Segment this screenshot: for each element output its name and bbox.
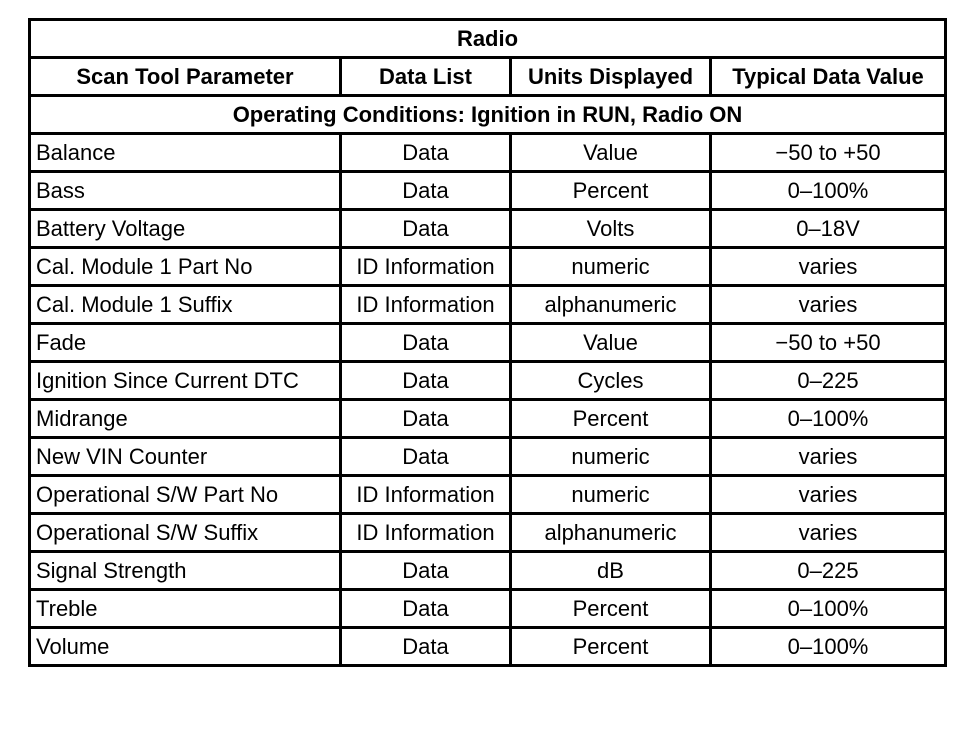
typical-value-cell: 0–100% [711, 628, 946, 666]
data-list-cell: Data [341, 210, 511, 248]
parameter-name-cell: Operational S/W Suffix [30, 514, 341, 552]
operating-conditions-row [30, 96, 946, 134]
units-cell: alphanumeric [511, 514, 711, 552]
parameter-name-cell: Operational S/W Part No [30, 476, 341, 514]
data-list-cell: Data [341, 362, 511, 400]
parameter-name-cell: New VIN Counter [30, 438, 341, 476]
table-row [30, 286, 946, 324]
table-row [30, 438, 946, 476]
parameter-name-cell: Volume [30, 628, 341, 666]
units-cell: Percent [511, 400, 711, 438]
typical-value-cell: varies [711, 248, 946, 286]
typical-value-cell: varies [711, 286, 946, 324]
typical-value-cell: 0–100% [711, 590, 946, 628]
table-row [30, 590, 946, 628]
units-cell: Percent [511, 628, 711, 666]
table-row [30, 514, 946, 552]
data-list-cell: Data [341, 590, 511, 628]
parameter-name-cell: Balance [30, 134, 341, 172]
data-list-cell: ID Information [341, 248, 511, 286]
units-cell: Cycles [511, 362, 711, 400]
table-row [30, 248, 946, 286]
units-cell: Percent [511, 590, 711, 628]
table-row [30, 362, 946, 400]
typical-value-cell: 0–225 [711, 552, 946, 590]
table-row [30, 210, 946, 248]
parameter-name-cell: Fade [30, 324, 341, 362]
data-list-cell: Data [341, 438, 511, 476]
data-list-cell: ID Information [341, 476, 511, 514]
column-header-typical-value: Typical Data Value [711, 58, 946, 96]
parameter-name-cell: Cal. Module 1 Suffix [30, 286, 341, 324]
data-list-cell: ID Information [341, 286, 511, 324]
typical-value-cell: 0–18V [711, 210, 946, 248]
units-cell: numeric [511, 476, 711, 514]
column-header-parameter: Scan Tool Parameter [30, 58, 341, 96]
parameter-name-cell: Ignition Since Current DTC [30, 362, 341, 400]
table-row [30, 628, 946, 666]
parameter-name-cell: Signal Strength [30, 552, 341, 590]
units-cell: dB [511, 552, 711, 590]
typical-value-cell: 0–225 [711, 362, 946, 400]
table-row [30, 172, 946, 210]
parameter-name-cell: Bass [30, 172, 341, 210]
typical-value-cell: 0–100% [711, 400, 946, 438]
column-header-data-list: Data List [341, 58, 511, 96]
typical-value-cell: −50 to +50 [711, 134, 946, 172]
data-list-cell: Data [341, 134, 511, 172]
parameter-name-cell: Midrange [30, 400, 341, 438]
data-list-cell: Data [341, 324, 511, 362]
operating-conditions: Operating Conditions: Ignition in RUN, Radio ON [30, 96, 946, 134]
data-list-cell: Data [341, 400, 511, 438]
typical-value-cell: varies [711, 476, 946, 514]
table-title: Radio [30, 20, 946, 58]
units-cell: Volts [511, 210, 711, 248]
table-row [30, 476, 946, 514]
units-cell: numeric [511, 438, 711, 476]
units-cell: alphanumeric [511, 286, 711, 324]
units-cell: Percent [511, 172, 711, 210]
table-row [30, 134, 946, 172]
data-list-cell: Data [341, 552, 511, 590]
units-cell: Value [511, 134, 711, 172]
typical-value-cell: varies [711, 514, 946, 552]
table-title-row [30, 20, 946, 58]
radio-parameter-table [28, 18, 947, 667]
table-row [30, 400, 946, 438]
typical-value-cell: −50 to +50 [711, 324, 946, 362]
typical-value-cell: 0–100% [711, 172, 946, 210]
parameter-name-cell: Cal. Module 1 Part No [30, 248, 341, 286]
data-list-cell: Data [341, 172, 511, 210]
table-body [30, 134, 946, 666]
table-row [30, 552, 946, 590]
units-cell: Value [511, 324, 711, 362]
parameter-name-cell: Battery Voltage [30, 210, 341, 248]
parameter-name-cell: Treble [30, 590, 341, 628]
typical-value-cell: varies [711, 438, 946, 476]
column-header-units: Units Displayed [511, 58, 711, 96]
table-header-row [30, 58, 946, 96]
units-cell: numeric [511, 248, 711, 286]
data-list-cell: Data [341, 628, 511, 666]
table-row [30, 324, 946, 362]
data-list-cell: ID Information [341, 514, 511, 552]
